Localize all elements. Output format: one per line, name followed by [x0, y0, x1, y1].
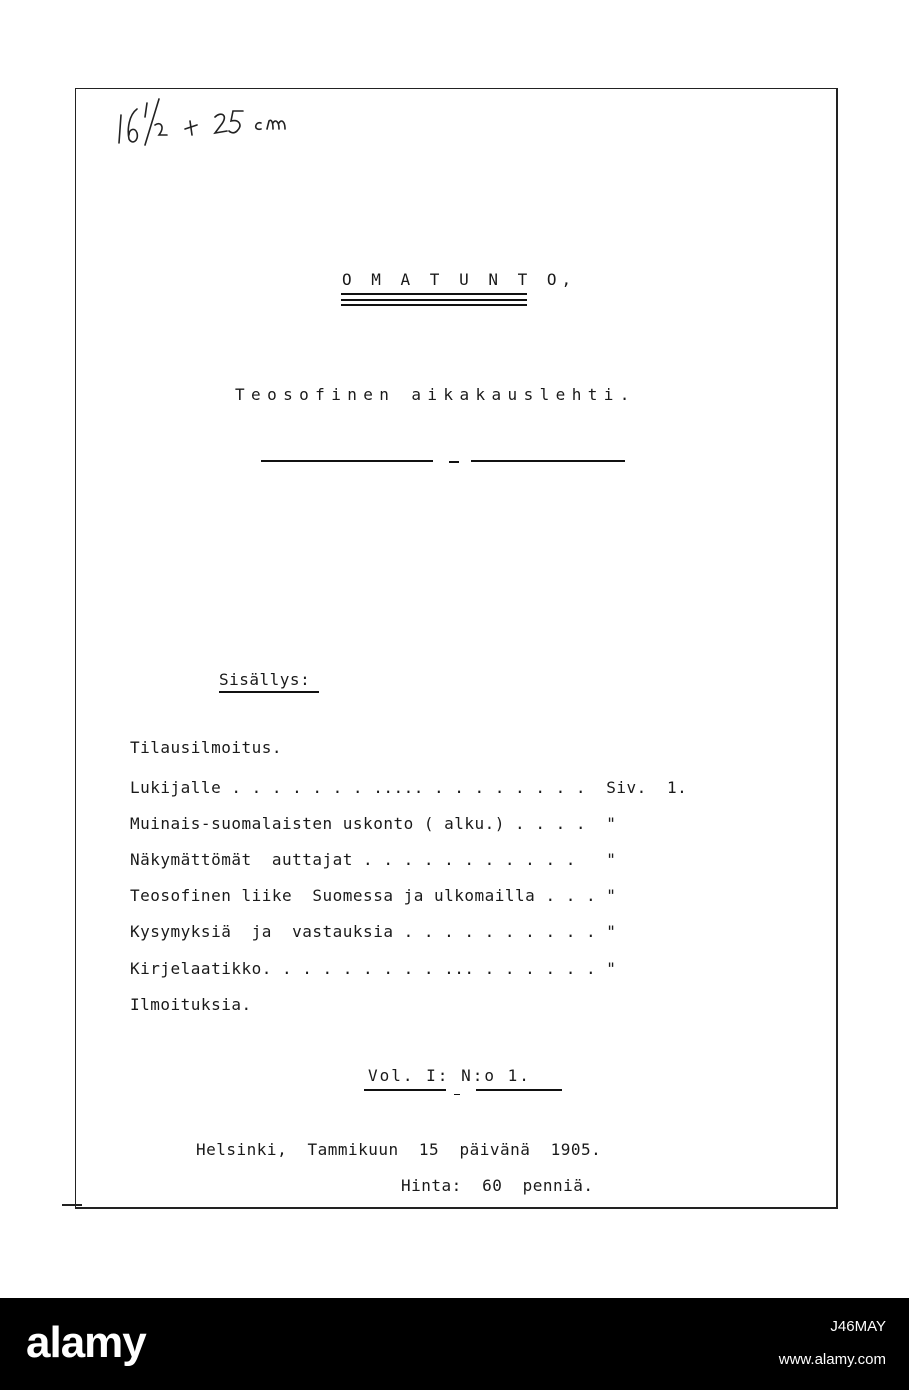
- toc-heading-underline: [219, 691, 319, 693]
- place-date: Helsinki, Tammikuun 15 päivänä 1905.: [196, 1140, 602, 1159]
- toc-item: Teosofinen liike Suomessa ja ulkomailla . . . ": [130, 886, 617, 905]
- volume-number: Vol. I: N:o 1.: [368, 1066, 531, 1085]
- separator-dash: [449, 461, 459, 463]
- title-underline-2: [341, 299, 527, 301]
- title-underline-3: [341, 304, 527, 306]
- toc-item: Kysymyksiä ja vastauksia . . . . . . . . . . ": [130, 922, 617, 941]
- toc-item: Näkymättömät auttajat . . . . . . . . . . . ": [130, 850, 617, 869]
- volume-underline-left: [364, 1089, 446, 1091]
- toc-item: Kirjelaatikko. . . . . . . . . ... . . . . . . ": [130, 959, 617, 978]
- page-frame: [75, 88, 838, 1209]
- watermark-image-id: J46MAY: [830, 1318, 886, 1335]
- price: Hinta: 60 penniä.: [401, 1176, 594, 1195]
- title-underline-1: [341, 293, 527, 295]
- toc-heading: Sisällys:: [219, 670, 311, 689]
- watermark-site: www.alamy.com: [778, 1351, 886, 1368]
- handwritten-note: [115, 95, 335, 155]
- volume-underline-dash: [454, 1094, 460, 1095]
- separator-right: [471, 460, 625, 462]
- separator-left: [261, 460, 433, 462]
- toc-item: Ilmoituksia.: [130, 995, 252, 1014]
- journal-subtitle: Teosofinen aikakauslehti.: [235, 385, 636, 404]
- toc-item: Muinais-suomalaisten uskonto ( alku.) . . . . ": [130, 814, 617, 833]
- volume-underline-right: [476, 1089, 562, 1091]
- toc-item: Lukijalle . . . . . . . ..... . . . . . . . . Siv. 1.: [130, 778, 688, 797]
- toc-item: Tilausilmoitus.: [130, 738, 282, 757]
- frame-bottom-extension: [62, 1204, 82, 1206]
- watermark-logo: alamy: [26, 1318, 146, 1367]
- journal-title: O M A T U N T O,: [342, 270, 577, 289]
